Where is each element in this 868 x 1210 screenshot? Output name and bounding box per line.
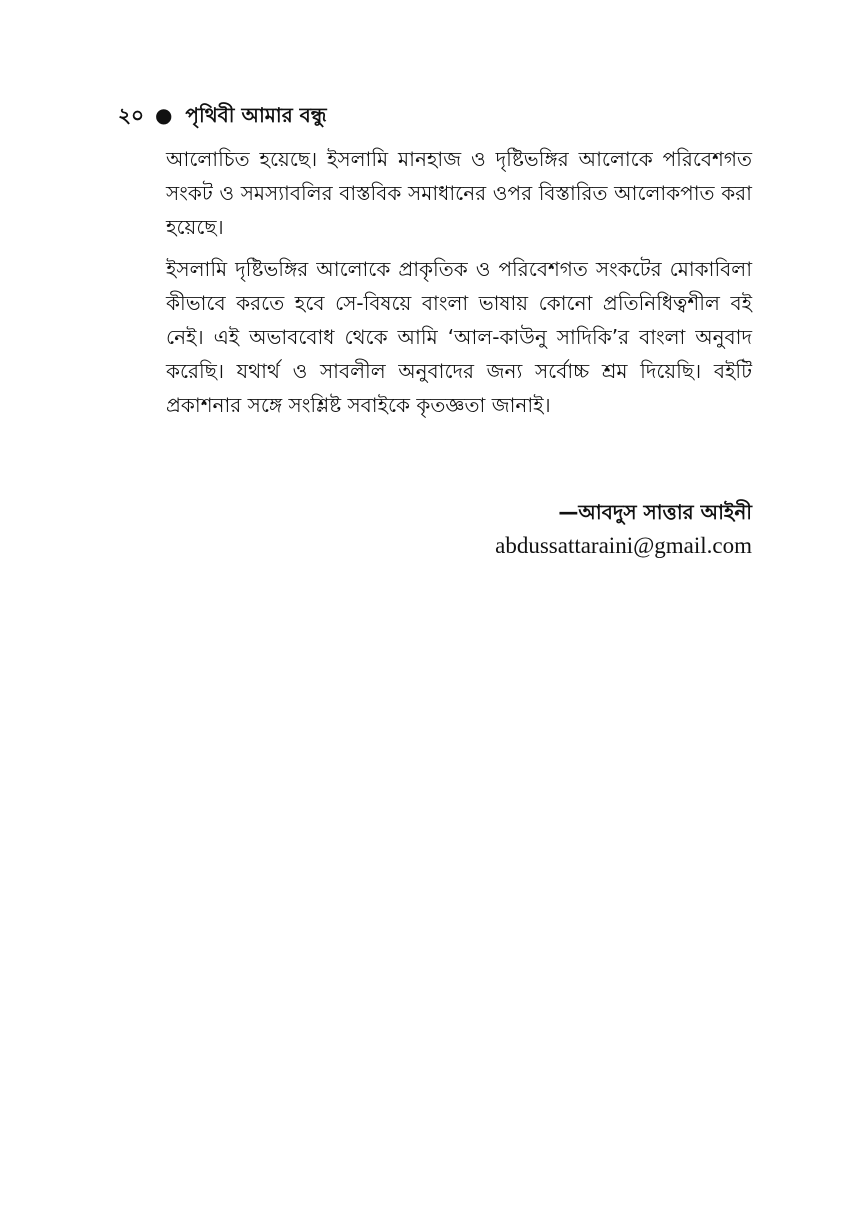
body-text — [166, 142, 752, 430]
signature-block — [495, 496, 752, 564]
book-title: পৃথিবী আমার বন্ধু — [185, 103, 327, 127]
paragraph-1: আলোচিত হয়েছে। ইসলামি মানহাজ ও দৃষ্টিভঙ্গির আলোকে পরিবেশগত সংকট ও সমস্যাবলির বাস্তবিক সমাধানের ওপর বিস্তারিত আলোকপাত করা হয়েছে। — [166, 147, 752, 239]
page-number: ২০ — [118, 103, 145, 127]
running-header — [118, 100, 327, 130]
bullet-separator: ● — [154, 103, 173, 127]
author-email: abdussattaraini@gmail.com — [495, 533, 752, 558]
paragraph-2: ইসলামি দৃষ্টিভঙ্গির আলোকে প্রাকৃতিক ও পরিবেশগত সংকটের মোকাবিলা কীভাবে করতে হবে সে-বিষয়ে বাংলা ভাষায় কোনো প্রতিনিধিত্বশীল বই নেই। এই অভাববোধ থেকে আমি ‘আল-কাউনু সাদিকি’র বাংলা অনুবাদ করেছি। যথার্থ ও সাবলীল অনুবাদের জন্য সর্বোচ্চ শ্রম দিয়েছি। বইটি প্রকাশনার সঙ্গে সংশ্লিষ্ট সবাইকে কৃতজ্ঞতা জানাই। — [166, 257, 752, 417]
author-name: —আবদুস সাত্তার আইনী — [558, 500, 752, 524]
